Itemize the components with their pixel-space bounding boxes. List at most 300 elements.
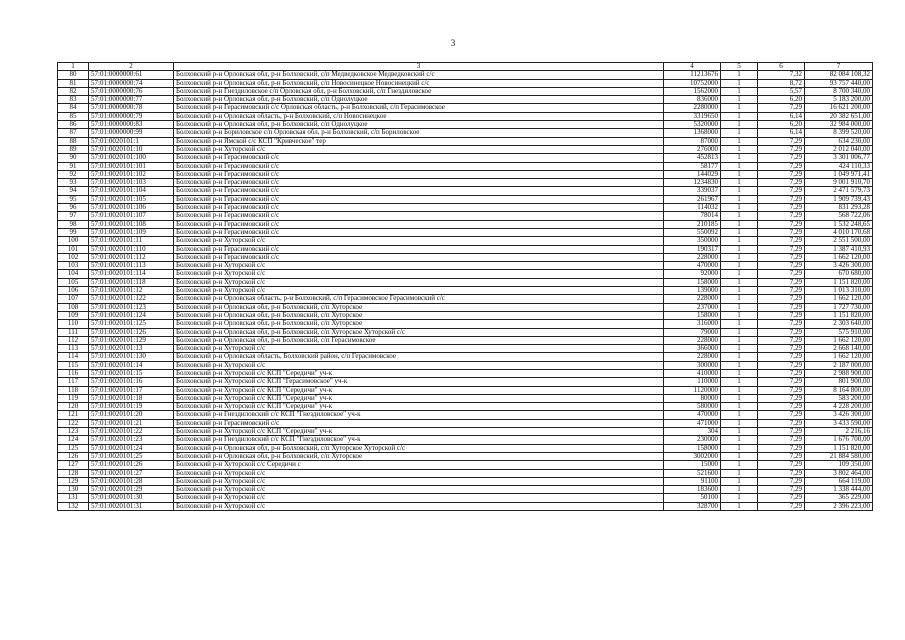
count-cell: 1 xyxy=(721,378,758,386)
table-row xyxy=(58,195,873,203)
location-cell: Болховский р-н Хуторской с/с КСП "Герасимовское" уч-к xyxy=(174,378,664,386)
area-cell: 328700 xyxy=(664,502,721,510)
table-row xyxy=(58,96,873,104)
rate-cell: 7,29 xyxy=(758,104,805,112)
cadastral-number-cell: 57:01:0020101:103 xyxy=(89,179,174,187)
location-cell: Болховский р-н Герасимовский с/с xyxy=(174,162,664,170)
cadastral-value-cell: 82 084 108,32 xyxy=(805,71,873,79)
cadastral-value-cell: 93 757 440,00 xyxy=(805,79,873,87)
row-number-cell: 125 xyxy=(58,444,89,452)
table-row xyxy=(58,494,873,502)
count-cell: 1 xyxy=(721,162,758,170)
table-row xyxy=(58,145,873,153)
location-cell: Болховский р-н Герасимовский с/с xyxy=(174,245,664,253)
row-number-cell: 121 xyxy=(58,411,89,419)
rate-cell: 6,14 xyxy=(758,129,805,137)
cadastral-value-cell: 32 984 000,00 xyxy=(805,121,873,129)
table-row xyxy=(58,336,873,344)
cadastral-number-cell: 57:01:0020101:105 xyxy=(89,195,174,203)
row-number-cell: 128 xyxy=(58,469,89,477)
cadastral-number-cell: 57:01:0020101:15 xyxy=(89,369,174,377)
location-cell: Болховский р-н Герасимовский с/с xyxy=(174,195,664,203)
area-cell: 114032 xyxy=(664,204,721,212)
rate-cell: 7,29 xyxy=(758,345,805,353)
table-row xyxy=(58,486,873,494)
table-row xyxy=(58,245,873,253)
table-row xyxy=(58,287,873,295)
row-number-cell: 88 xyxy=(58,137,89,145)
location-cell: Болховский р-н Орловская обл, р-н Болховский, с/п Однолуцкое xyxy=(174,96,664,104)
count-cell: 1 xyxy=(721,129,758,137)
row-number-cell: 103 xyxy=(58,262,89,270)
cadastral-number-cell: 57:01:0020101:11 xyxy=(89,237,174,245)
count-cell: 1 xyxy=(721,204,758,212)
table-row xyxy=(58,345,873,353)
area-cell: 91100 xyxy=(664,477,721,485)
count-cell: 1 xyxy=(721,369,758,377)
cadastral-number-cell: 57:01:0020101:124 xyxy=(89,311,174,319)
table-row xyxy=(58,403,873,411)
area-cell: 1562000 xyxy=(664,87,721,95)
count-cell: 1 xyxy=(721,137,758,145)
area-cell: 210185 xyxy=(664,220,721,228)
cadastral-number-cell: 57:01:0020101:122 xyxy=(89,295,174,303)
area-cell: 470000 xyxy=(664,411,721,419)
rate-cell: 7,29 xyxy=(758,187,805,195)
area-cell: 92000 xyxy=(664,270,721,278)
cadastral-value-cell: 4 228 200,00 xyxy=(805,403,873,411)
cadastral-number-cell: 57:01:0020101:123 xyxy=(89,303,174,311)
count-cell: 1 xyxy=(721,145,758,153)
row-number-cell: 101 xyxy=(58,245,89,253)
location-cell: Болховский р-н Орловская область, Болховский район, с/п Герасимовское xyxy=(174,353,664,361)
location-cell: Болховский р-н Герасимовский с/с xyxy=(174,170,664,178)
cadastral-number-cell: 57:01:0020101:16 xyxy=(89,378,174,386)
location-cell: Болховский р-н Герасимовский с/с xyxy=(174,228,664,236)
cadastral-value-cell: 2 668 140,00 xyxy=(805,345,873,353)
cadastral-number-cell: 57:01:0020101:12 xyxy=(89,287,174,295)
location-cell: Болховский р-н Орловская обл, р-н Болховский, с/п Хуторское Хуторской с/с xyxy=(174,444,664,452)
rate-cell: 7,29 xyxy=(758,295,805,303)
rate-cell: 7,29 xyxy=(758,320,805,328)
count-cell: 1 xyxy=(721,386,758,394)
rate-cell: 6,20 xyxy=(758,121,805,129)
rate-cell: 7,29 xyxy=(758,486,805,494)
cadastral-value-cell: 3 301 006,77 xyxy=(805,154,873,162)
cadastral-number-cell: 57:01:0000000:61 xyxy=(89,71,174,79)
location-cell: Болховский р-н Хуторской с/с xyxy=(174,494,664,502)
count-cell: 1 xyxy=(721,345,758,353)
location-cell: Болховский р-н Орловская обл, р-н Болховский, с/п Хуторское Хуторской с/с xyxy=(174,328,664,336)
table-row xyxy=(58,394,873,402)
table-row xyxy=(58,378,873,386)
area-cell: 1368000 xyxy=(664,129,721,137)
rate-cell: 7,29 xyxy=(758,311,805,319)
row-number-cell: 92 xyxy=(58,170,89,178)
cadastral-value-cell: 16 621 200,00 xyxy=(805,104,873,112)
rate-cell: 7,29 xyxy=(758,204,805,212)
count-cell: 1 xyxy=(721,436,758,444)
table-row xyxy=(58,502,873,510)
cadastral-value-cell: 2 988 900,00 xyxy=(805,369,873,377)
area-cell: 300000 xyxy=(664,361,721,369)
area-cell: 5320000 xyxy=(664,121,721,129)
cadastral-number-cell: 57:01:0020101:114 xyxy=(89,270,174,278)
location-cell: Болховский р-н Герасимовский с/с xyxy=(174,253,664,261)
cadastral-number-cell: 57:01:0020101:18 xyxy=(89,394,174,402)
cadastral-number-cell: 57:01:0020101:100 xyxy=(89,154,174,162)
row-number-cell: 130 xyxy=(58,486,89,494)
row-number-cell: 115 xyxy=(58,361,89,369)
row-number-cell: 97 xyxy=(58,212,89,220)
cadastral-number-cell: 57:01:0000000:79 xyxy=(89,112,174,120)
row-number-cell: 129 xyxy=(58,477,89,485)
area-cell: 87000 xyxy=(664,137,721,145)
count-cell: 1 xyxy=(721,328,758,336)
row-number-cell: 104 xyxy=(58,270,89,278)
cadastral-number-cell: 57:01:0020101:13 xyxy=(89,345,174,353)
cadastral-value-cell: 831 293,28 xyxy=(805,204,873,212)
location-cell: Болховский р-н Герасимовский с/с xyxy=(174,204,664,212)
rate-cell: 7,29 xyxy=(758,419,805,427)
table-row xyxy=(58,436,873,444)
location-cell: Болховский р-н Хуторской с/с xyxy=(174,270,664,278)
count-cell: 1 xyxy=(721,361,758,369)
cadastral-number-cell: 57:01:0020101:26 xyxy=(89,461,174,469)
rate-cell: 7,29 xyxy=(758,469,805,477)
rate-cell: 5,57 xyxy=(758,87,805,95)
cadastral-value-cell: 4 010 170,68 xyxy=(805,228,873,236)
area-cell: 58177 xyxy=(664,162,721,170)
cadastral-number-cell: 57:01:0020101:106 xyxy=(89,204,174,212)
row-number-cell: 83 xyxy=(58,96,89,104)
cadastral-number-cell: 57:01:0020101:102 xyxy=(89,170,174,178)
count-cell: 1 xyxy=(721,452,758,460)
cadastral-value-cell: 1 151 820,00 xyxy=(805,444,873,452)
location-cell: Болховский р-н Герасимовский с/с xyxy=(174,179,664,187)
location-cell: Болховский р-н Хуторской с/с КСП "Середичи" уч-к xyxy=(174,403,664,411)
row-number-cell: 111 xyxy=(58,328,89,336)
row-number-cell: 106 xyxy=(58,287,89,295)
row-number-cell: 99 xyxy=(58,228,89,236)
cadastral-value-cell: 3 426 300,00 xyxy=(805,262,873,270)
area-cell: 10752000 xyxy=(664,79,721,87)
location-cell: Болховский р-н Орловская обл, р-н Болховский, с/п Герасимовское xyxy=(174,336,664,344)
count-cell: 1 xyxy=(721,336,758,344)
rate-cell: 7,29 xyxy=(758,386,805,394)
cadastral-value-table xyxy=(57,62,873,511)
location-cell: Болховский р-н Хуторской с/с xyxy=(174,278,664,286)
count-cell: 1 xyxy=(721,444,758,452)
row-number-cell: 86 xyxy=(58,121,89,129)
count-cell: 1 xyxy=(721,486,758,494)
count-cell: 1 xyxy=(721,295,758,303)
count-cell: 1 xyxy=(721,228,758,236)
cadastral-number-cell: 57:01:0020101:10 xyxy=(89,145,174,153)
area-cell: 276000 xyxy=(664,145,721,153)
count-cell: 1 xyxy=(721,121,758,129)
area-cell: 304 xyxy=(664,428,721,436)
table-row xyxy=(58,419,873,427)
area-cell: 366000 xyxy=(664,345,721,353)
table-row xyxy=(58,477,873,485)
rate-cell: 6,14 xyxy=(758,112,805,120)
area-cell: 410000 xyxy=(664,369,721,377)
cadastral-value-cell: 664 119,00 xyxy=(805,477,873,485)
cadastral-number-cell: 57:01:0020101:126 xyxy=(89,328,174,336)
table-row xyxy=(58,361,873,369)
count-cell: 1 xyxy=(721,502,758,510)
column-number-row xyxy=(58,63,873,71)
location-cell: Болховский р-н Хуторской с/с КСП "Середичи" уч-к xyxy=(174,394,664,402)
count-cell: 1 xyxy=(721,353,758,361)
area-cell: 190317 xyxy=(664,245,721,253)
column-header: 1 xyxy=(58,63,89,71)
location-cell: Болховский р-н Хуторской с/с xyxy=(174,477,664,485)
row-number-cell: 89 xyxy=(58,145,89,153)
cadastral-value-cell: 2 303 640,00 xyxy=(805,320,873,328)
column-header: 3 xyxy=(174,63,664,71)
area-cell: 139000 xyxy=(664,287,721,295)
row-number-cell: 113 xyxy=(58,345,89,353)
table-row xyxy=(58,303,873,311)
count-cell: 1 xyxy=(721,112,758,120)
area-cell: 50100 xyxy=(664,494,721,502)
count-cell: 1 xyxy=(721,494,758,502)
rate-cell: 7,29 xyxy=(758,428,805,436)
table-row xyxy=(58,444,873,452)
count-cell: 1 xyxy=(721,320,758,328)
table-row xyxy=(58,204,873,212)
rate-cell: 7,29 xyxy=(758,378,805,386)
cadastral-number-cell: 57:01:0020101:107 xyxy=(89,212,174,220)
area-cell: 11213676 xyxy=(664,71,721,79)
count-cell: 1 xyxy=(721,179,758,187)
area-cell: 470000 xyxy=(664,262,721,270)
count-cell: 1 xyxy=(721,411,758,419)
count-cell: 1 xyxy=(721,71,758,79)
area-cell: 230000 xyxy=(664,436,721,444)
cadastral-value-cell: 21 884 580,00 xyxy=(805,452,873,460)
cadastral-value-cell: 8 700 340,00 xyxy=(805,87,873,95)
count-cell: 1 xyxy=(721,79,758,87)
row-number-cell: 122 xyxy=(58,419,89,427)
area-cell: 3002000 xyxy=(664,452,721,460)
area-cell: 158000 xyxy=(664,444,721,452)
location-cell: Болховский р-н Орловская область, р-н Болховский, с/п Герасимовское Герасимовский с/с xyxy=(174,295,664,303)
cadastral-value-cell: 1 676 700,00 xyxy=(805,436,873,444)
row-number-cell: 102 xyxy=(58,253,89,261)
rate-cell: 7,29 xyxy=(758,502,805,510)
cadastral-number-cell: 57:01:0020101:112 xyxy=(89,253,174,261)
cadastral-value-cell: 575 910,00 xyxy=(805,328,873,336)
table-row xyxy=(58,369,873,377)
cadastral-number-cell: 57:01:0020101:21 xyxy=(89,419,174,427)
rate-cell: 7,29 xyxy=(758,336,805,344)
area-cell: 836000 xyxy=(664,96,721,104)
cadastral-value-cell: 1 049 971,41 xyxy=(805,170,873,178)
rate-cell: 7,29 xyxy=(758,328,805,336)
rate-cell: 7,29 xyxy=(758,436,805,444)
area-cell: 80000 xyxy=(664,394,721,402)
rate-cell: 7,29 xyxy=(758,179,805,187)
area-cell: 452813 xyxy=(664,154,721,162)
cadastral-number-cell: 57:01:0020101:31 xyxy=(89,502,174,510)
location-cell: Болховский р-н Орловская область, р-н Болховский, с/п Новосинецкое xyxy=(174,112,664,120)
table-row xyxy=(58,137,873,145)
location-cell: Болховский р-н Хуторской с/с xyxy=(174,486,664,494)
rate-cell: 7,29 xyxy=(758,477,805,485)
cadastral-number-cell: 57:01:0020101:28 xyxy=(89,477,174,485)
table-row xyxy=(58,212,873,220)
count-cell: 1 xyxy=(721,245,758,253)
cadastral-value-cell: 3 802 464,00 xyxy=(805,469,873,477)
cadastral-number-cell: 57:01:0020101:129 xyxy=(89,336,174,344)
cadastral-number-cell: 57:01:0020101:20 xyxy=(89,411,174,419)
cadastral-value-cell: 8 399 520,00 xyxy=(805,129,873,137)
table-row xyxy=(58,179,873,187)
count-cell: 1 xyxy=(721,187,758,195)
cadastral-number-cell: 57:01:0000000:77 xyxy=(89,96,174,104)
rate-cell: 7,29 xyxy=(758,461,805,469)
cadastral-value-cell: 20 382 651,00 xyxy=(805,112,873,120)
table-row xyxy=(58,386,873,394)
location-cell: Болховский р-н Гнездиловский с/с КСП "Гнездиловское" уч-к xyxy=(174,436,664,444)
row-number-cell: 108 xyxy=(58,303,89,311)
table-row xyxy=(58,411,873,419)
row-number-cell: 81 xyxy=(58,79,89,87)
cadastral-number-cell: 57:01:0020101:125 xyxy=(89,320,174,328)
table-row xyxy=(58,353,873,361)
count-cell: 1 xyxy=(721,428,758,436)
cadastral-value-cell: 8 164 800,00 xyxy=(805,386,873,394)
area-cell: 261967 xyxy=(664,195,721,203)
cadastral-number-cell: 57:01:0020101:19 xyxy=(89,403,174,411)
cadastral-number-cell: 57:01:0020101:24 xyxy=(89,444,174,452)
rate-cell: 7,29 xyxy=(758,162,805,170)
area-cell: 110000 xyxy=(664,378,721,386)
area-cell: 1234830 xyxy=(664,179,721,187)
cadastral-value-cell: 3 426 300,00 xyxy=(805,411,873,419)
area-cell: 1120000 xyxy=(664,386,721,394)
rate-cell: 7,29 xyxy=(758,145,805,153)
location-cell: Болховский р-н Орловская обл, р-н Болховский, с/п Хуторское xyxy=(174,311,664,319)
area-cell: 228000 xyxy=(664,353,721,361)
location-cell: Болховский р-н Хуторской с/с КСП "Середичи" уч-к xyxy=(174,386,664,394)
count-cell: 1 xyxy=(721,87,758,95)
count-cell: 1 xyxy=(721,469,758,477)
count-cell: 1 xyxy=(721,237,758,245)
count-cell: 1 xyxy=(721,419,758,427)
row-number-cell: 124 xyxy=(58,436,89,444)
location-cell: Болховский р-н Герасимовский с/с xyxy=(174,187,664,195)
cadastral-number-cell: 57:01:0000000:78 xyxy=(89,104,174,112)
row-number-cell: 132 xyxy=(58,502,89,510)
rate-cell: 7,29 xyxy=(758,253,805,261)
table-row xyxy=(58,452,873,460)
row-number-cell: 85 xyxy=(58,112,89,120)
location-cell: Болховский р-н Орловская обл, р-н Болховский, с/п Однолуцкое xyxy=(174,121,664,129)
table-row xyxy=(58,469,873,477)
row-number-cell: 116 xyxy=(58,369,89,377)
cadastral-value-cell: 1 662 120,00 xyxy=(805,295,873,303)
cadastral-value-cell: 568 722,06 xyxy=(805,212,873,220)
rate-cell: 7,32 xyxy=(758,71,805,79)
area-cell: 183600 xyxy=(664,486,721,494)
cadastral-number-cell: 57:01:0000000:74 xyxy=(89,79,174,87)
area-cell: 79000 xyxy=(664,328,721,336)
table-row xyxy=(58,237,873,245)
rate-cell: 7,29 xyxy=(758,137,805,145)
rate-cell: 7,29 xyxy=(758,195,805,203)
cadastral-number-cell: 57:01:0020101:113 xyxy=(89,262,174,270)
cadastral-value-cell: 1 662 120,00 xyxy=(805,353,873,361)
table-row xyxy=(58,428,873,436)
cadastral-value-cell: 1 151 820,00 xyxy=(805,311,873,319)
count-cell: 1 xyxy=(721,403,758,411)
cadastral-value-cell: 5 183 200,00 xyxy=(805,96,873,104)
location-cell: Болховский р-н Хуторской с/с xyxy=(174,469,664,477)
table-body xyxy=(58,71,873,511)
cadastral-number-cell: 57:01:0020101:14 xyxy=(89,361,174,369)
table-row xyxy=(58,162,873,170)
rate-cell: 8,72 xyxy=(758,79,805,87)
area-cell: 550092 xyxy=(664,228,721,236)
rate-cell: 7,29 xyxy=(758,411,805,419)
column-header: 5 xyxy=(721,63,758,71)
area-cell: 228000 xyxy=(664,295,721,303)
cadastral-value-cell: 801 900,00 xyxy=(805,378,873,386)
area-cell: 580000 xyxy=(664,403,721,411)
area-cell: 228000 xyxy=(664,253,721,261)
cadastral-number-cell: 57:01:0020101:29 xyxy=(89,486,174,494)
cadastral-value-cell: 2 551 500,00 xyxy=(805,237,873,245)
cadastral-value-cell: 424 110,33 xyxy=(805,162,873,170)
table-row xyxy=(58,295,873,303)
row-number-cell: 120 xyxy=(58,403,89,411)
cadastral-number-cell: 57:01:0000000:76 xyxy=(89,87,174,95)
cadastral-number-cell: 57:01:0020101:25 xyxy=(89,452,174,460)
area-cell: 228000 xyxy=(664,336,721,344)
count-cell: 1 xyxy=(721,170,758,178)
area-cell: 339037 xyxy=(664,187,721,195)
cadastral-value-cell: 2 187 000,00 xyxy=(805,361,873,369)
cadastral-number-cell: 57:01:0020101:1 xyxy=(89,137,174,145)
cadastral-number-cell: 57:01:0020101:27 xyxy=(89,469,174,477)
table-row xyxy=(58,79,873,87)
area-cell: 15000 xyxy=(664,461,721,469)
location-cell: Болховский р-н Орловская обл, р-н Болховский, с/п Хуторское xyxy=(174,452,664,460)
rate-cell: 7,29 xyxy=(758,237,805,245)
location-cell: Болховский р-н Орловская обл, р-н Болховский, с/п Новосинецкое Новосинецкий с/с xyxy=(174,79,664,87)
row-number-cell: 118 xyxy=(58,386,89,394)
cadastral-value-cell: 670 680,00 xyxy=(805,270,873,278)
table-row xyxy=(58,461,873,469)
row-number-cell: 127 xyxy=(58,461,89,469)
cadastral-number-cell: 57:01:0000000:83 xyxy=(89,121,174,129)
rate-cell: 7,29 xyxy=(758,278,805,286)
rate-cell: 7,29 xyxy=(758,444,805,452)
count-cell: 1 xyxy=(721,278,758,286)
cadastral-number-cell: 57:01:0000000:99 xyxy=(89,129,174,137)
count-cell: 1 xyxy=(721,212,758,220)
cadastral-number-cell: 57:01:0020101:101 xyxy=(89,162,174,170)
area-cell: 144029 xyxy=(664,170,721,178)
area-cell: 3319650 xyxy=(664,112,721,120)
table-row xyxy=(58,87,873,95)
row-number-cell: 105 xyxy=(58,278,89,286)
table-row xyxy=(58,71,873,79)
